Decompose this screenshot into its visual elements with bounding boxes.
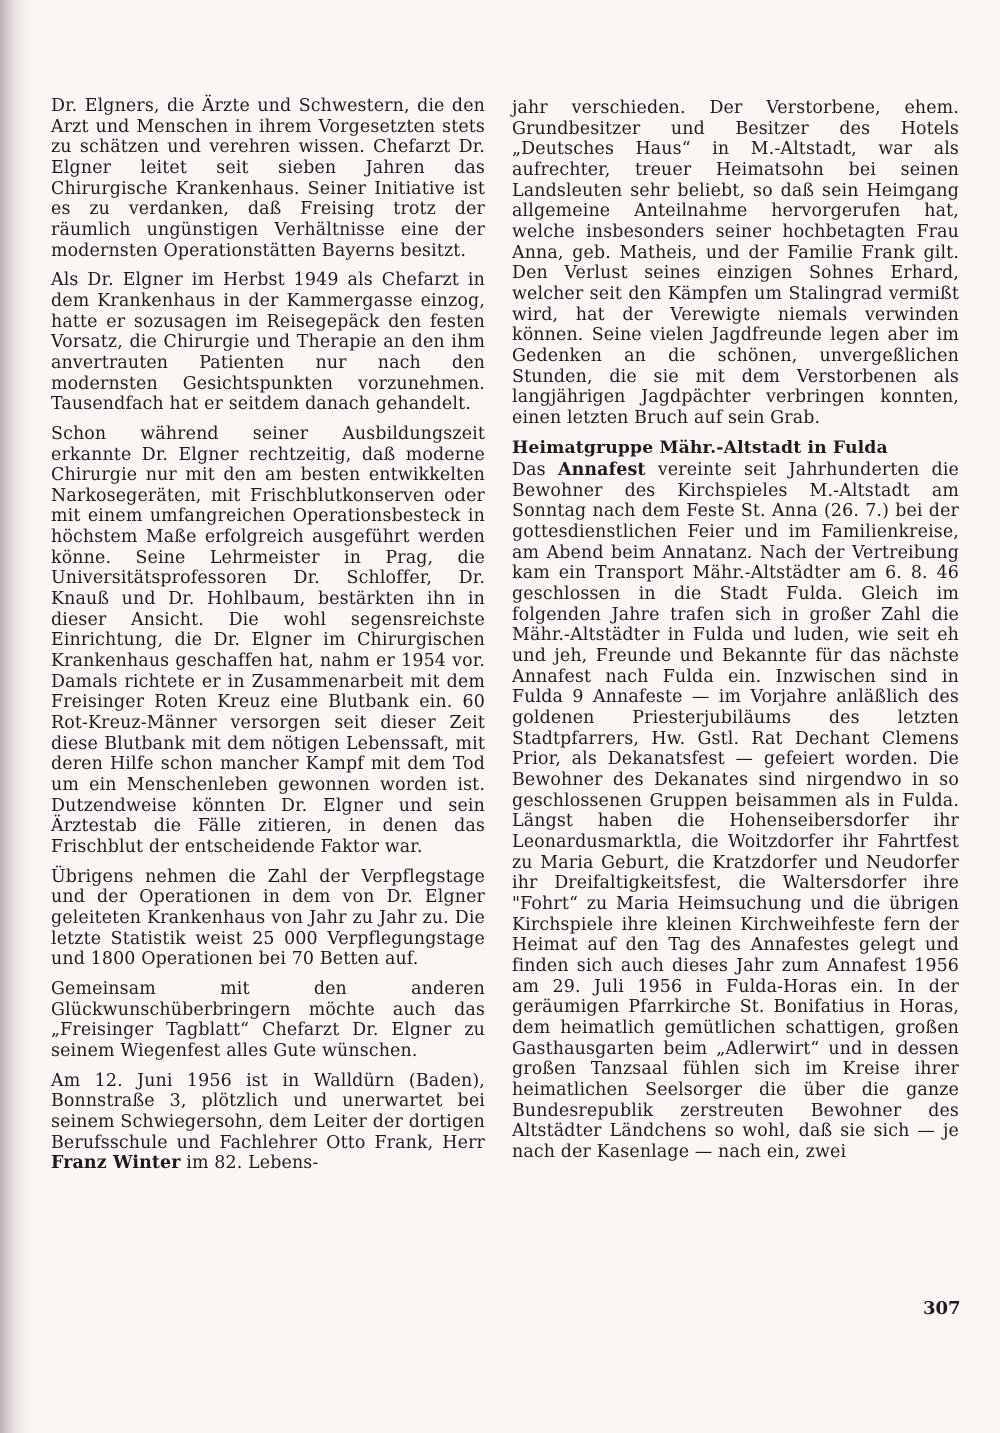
walldurn-text-start: Am 12. Juni 1956 ist in Walldürn (Baden), Bonnstraße 3, plötzlich und unerwartet bei seinem Schwiegersohn, dem Leiter der dortigen Berufsschule und Fachlehrer Otto Frank, Herr (51, 1070, 485, 1153)
right-column (512, 98, 959, 1162)
paragraph-annafest (512, 460, 959, 1162)
section-heading-fulda: Heimatgruppe Mähr.-Altstadt in Fulda (512, 437, 888, 458)
annafest-bold: Annafest (557, 460, 646, 481)
walldurn-text-end: im 82. Lebens- (180, 1153, 319, 1174)
paragraph-statistik: Übrigens nehmen die Zahl der Verpflegstage und der Operationen in dem von Dr. Elgner geleiteten Krankenhaus von Jahr zu Jahr zu. Die letzte Statistik weist 25 000 Verpflegungstage und 1800 Operationen bei 70 Betten auf. (51, 866, 485, 970)
paragraph-elgner-intro: Dr. Elgners, die Ärzte und Schwestern, die den Arzt und Menschen in ihrem Vorgesetzten stets zu schätzen und verehren wissen. Chefarzt Dr. Elgner leitet seit sieben Jahren das Chirurgische Krankenhaus. Seiner Initiative ist es zu verdanken, daß Freising trotz der räumlich ungünstigen Verhältnisse eine der modernsten Operationstätten Bayerns besitzt. (51, 96, 485, 261)
left-column (51, 96, 485, 1174)
paragraph-nachruf: jahr verschieden. Der Verstorbene, ehem. Grundbesitzer und Besitzer des Hotels „Deutsches Haus“ in M.-Altstadt, war als aufrechter, treuer Heimatsohn bei seinen Landsleuten sehr beliebt, so daß sein Heimgang allgemeine Anteilnahme hervorgerufen hat, welche insbesonders seiner hochbetagten Frau Anna, geb. Matheis, und der Familie Frank gilt. Den Verlust seines einzigen Sohnes Erhard, welcher seit den Kämpfen um Stalingrad vermißt wird, hat der Verewigte niemals verwinden können. Seine vielen Jagdfreunde legen aber im Gedenken an die schönen, unvergeßlichen Stunden, die sie mit dem Verstorbenen als langjährigen Jagdpächter verbringen konnten, einen letzten Bruch auf sein Grab. (512, 98, 959, 428)
annafest-text-end: vereinte seit Jahrhunderten die Bewohner des Kirchspieles M.-Altstadt am Sonntag nach dem Feste St. Anna (26. 7.) bei der gottesdienstlichen Feier und im Familienkreise, am Abend beim Annatanz. Nach der Vertreibung kam ein Transport Mähr.-Altstädter am 6. 8. 46 geschlossen in die Stadt Fulda. Gleich im folgenden Jahre trafen sich in großer Zahl die Mähr.-Altstädter in Fulda und luden, wie seit eh und jeh, Freunde und Bekannte für das nächste Annafest nach Fulda ein. Inzwischen sind in Fulda 9 Annafeste — im Vorjahre anläßlich des goldenen Priesterjubiläums des letzten Stadtpfarrers, Hw. Gstl. Rat Dechant Clemens Prior, als Dekanatsfest — gefeiert worden. Die Bewohner des Dekanates sind nirgendwo in so geschlossenen Gruppen beisammen als in Fulda. Längst haben die Hohenseibersdorfer ihr Leonardusmarktla, die Woitzdorfer ihr Fahrtfest zu Maria Geburt, die Kratzdorfer und Neudorfer ihr Dreifaltigkeitsfest, die Waltersdorfer ihre "Fohrt“ zu Maria Heimsuchung und die übrigen Kirchspiele ihre kleinen Kirchweihfeste fern der Heimat auf den Tag des Annafestes gelegt und finden sich auch dieses Jahr zum Annafest 1956 am 29. Juli 1956 in Fulda-Horas ein. In der geräumigen Pfarrkirche St. Bonifatius in Horas, dem heimatlich gemütlichen schattigen, großen Gasthausgarten beim „Adlerwirt“ und in dessen großen Tanzsaal fühlen sich im Kreise ihrer heimatlichen Seelsorger die über die ganze Bundesrepublik zerstreuten Bewohner des Altstädter Ländchens so wohl, daß sie sich — je nach der Kasenlage — nach ein, zwei (512, 460, 959, 1162)
page-number: 307 (923, 1298, 961, 1319)
paragraph-ausbildungszeit: Schon während seiner Ausbildungszeit erkannte Dr. Elgner rechtzeitig, daß moderne Chirurgie nur mit den am besten entwikkelten Narkosegeräten, mit Frischblutkonserven oder mit einem umfangreichen Operationsbesteck in höchstem Maße erfolgreich ausgeführt werden könne. Seine Lehrmeister in Prag, die Universitätsprofessoren Dr. Schloffer, Dr. Knauß und Dr. Hohlbaum, bestärkten ihn in dieser Ansicht. Die wohl segensreichste Einrichtung, die Dr. Elgner im Chirurgischen Krankenhaus geschaffen hat, nahm er 1954 vor. Damals richtete er in Zusammenarbeit mit dem Freisinger Roten Kreuz eine Blutbank ein. 60 Rot-Kreuz-Männer versorgen seit dieser Zeit diese Blutbank mit dem nötigen Lebenssaft, mit deren Hilfe schon mancher Kampf mit dem Tod um ein Menschenleben gewonnen worden ist. Dutzendweise könnten Dr. Elgner und sein Ärztestab die Fälle zitieren, in denen das Frischblut der entscheidende Faktor war. (51, 423, 485, 857)
name-franz-winter: Franz Winter (51, 1153, 181, 1174)
paragraph-herbst-1949: Als Dr. Elgner im Herbst 1949 als Chefarzt in dem Krankenhaus in der Kammergasse einzog, hatte er sozusagen im Reisegepäck den festen Vorsatz, die Chirurgie und Therapie an den ihm anvertrauten Patienten nur nach den modernsten Gesichtspunkten vorzunehmen. Tausendfach hat er seitdem danach gehandelt. (51, 270, 485, 415)
annafest-text-start: Das (512, 460, 558, 481)
paragraph-glueckwunsch: Gemeinsam mit den anderen Glückwunschüberbringern möchte auch das „Freisinger Tagblatt“ Chefarzt Dr. Elgner zu seinem Wiegenfest alles Gute wünschen. (51, 978, 485, 1061)
paragraph-walldurn (51, 1071, 485, 1174)
